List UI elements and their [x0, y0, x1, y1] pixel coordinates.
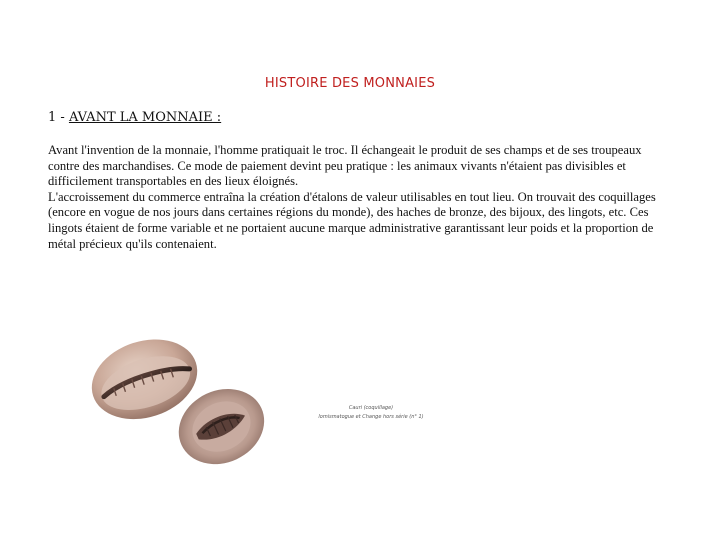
cowrie-shells-image [82, 318, 282, 478]
section-heading-text: AVANT LA MONNAIE : [68, 110, 222, 125]
section-number: 1 - [48, 110, 65, 125]
paragraph-2: L'accroissement du commerce entraîna la création d'étalons de valeur utilisables en tout lieu. On trouvait des coquillages (encore en vogue de nos jours dans certaines régions du monde), des haches de bronze, des bijoux, des lingots, etc. Ces lingots étaient de forme variable et ne portaient aucune marque administrative garantissant leur poids et la proportion de métal précieux qu'ils contenaient. [48, 189, 656, 251]
figure-caption [296, 404, 446, 422]
figure-caption-line-1: Cauri (coquillage) [348, 405, 394, 411]
section-heading [48, 110, 221, 125]
body-text [48, 143, 663, 252]
page-title: HISTOIRE DES MONNAIES [264, 76, 436, 91]
figure-caption-line-2: lomismatogue et Change hors série (n° 1) [318, 414, 424, 420]
paragraph-1: Avant l'invention de la monnaie, l'homme pratiquait le troc. Il échangeait le produit de ses champs et de ses troupeaux contre des marchandises. Ce mode de paiement devint peu pratique : les animaux vivants n'étaient pas divisibles et difficilement transportables en des lieux éloignés. [48, 143, 642, 189]
